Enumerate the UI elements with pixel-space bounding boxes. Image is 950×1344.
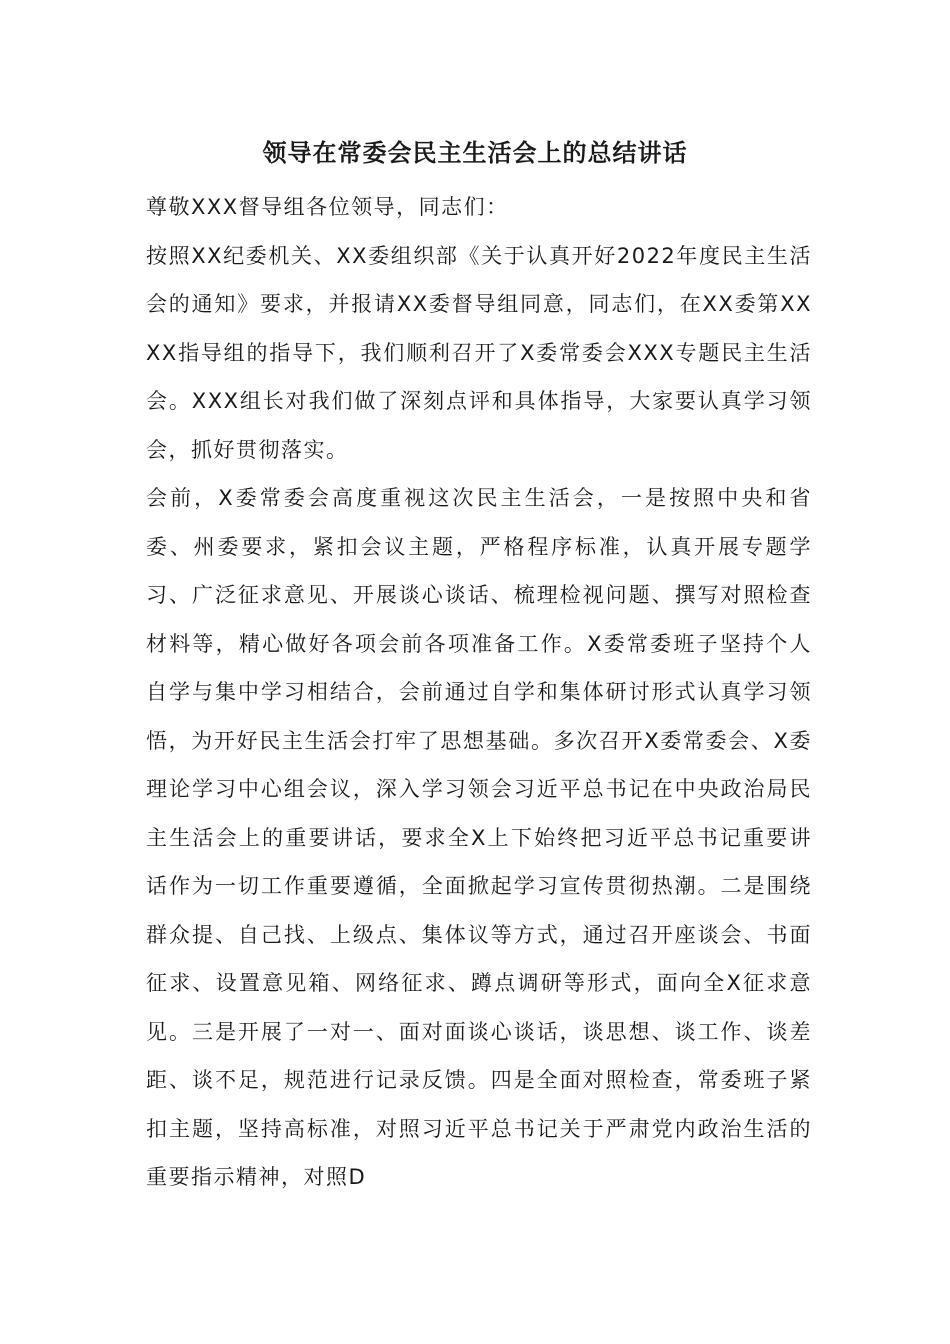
salutation: 尊敬XXX督导组各位领导，同志们： bbox=[146, 195, 509, 219]
document-body bbox=[146, 183, 812, 1202]
paragraph: 按照XX纪委机关、XX委组织部《关于认真开好2022年度民主生活会的通知》要求，并报请XX委督导组同意，同志们，在XX委第XXXX指导组的指导下，我们顺利召开了X委常委会XXX专题民主生活会。XXX组长对我们做了深刻点评和具体指导，大家要认真学习领会，抓好贯彻落实。 bbox=[146, 243, 812, 462]
paragraph: 会前，X委常委会高度重视这次民主生活会，一是按照中央和省委、州委要求，紧扣会议主题，严格程序标准，认真开展专题学习、广泛征求意见、开展谈心谈话、梳理检视问题、撰写对照检查材料等，精心做好各项会前各项准备工作。X委常委班子坚持个人自学与集中学习相结合，会前通过自学和集体研讨形式认真学习领悟，为开好民主生活会打牢了思想基础。多次召开X委常委会、X委理论学习中心组会议，深入学习领会习近平总书记在中央政治局民主生活会上的重要讲话，要求全X上下始终把习近平总书记重要讲话作为一切工作重要遵循，全面掀起学习宣传贯彻热潮。二是围绕群众提、自己找、上级点、集体议等方式，通过召开座谈会、书面征求、设置意见箱、网络征求、蹲点调研等形式，面向全X征求意见。三是开展了一对一、面对面谈心谈话，谈思想、谈工作、谈差距、谈不足，规范进行记录反馈。四是全面对照检查，常委班子紧扣主题，坚持高标准，对照习近平总书记关于严肃党内政治生活的重要指示精神，对照D bbox=[146, 486, 812, 1189]
document-title: 领导在常委会民主生活会上的总结讲话 bbox=[262, 139, 688, 167]
